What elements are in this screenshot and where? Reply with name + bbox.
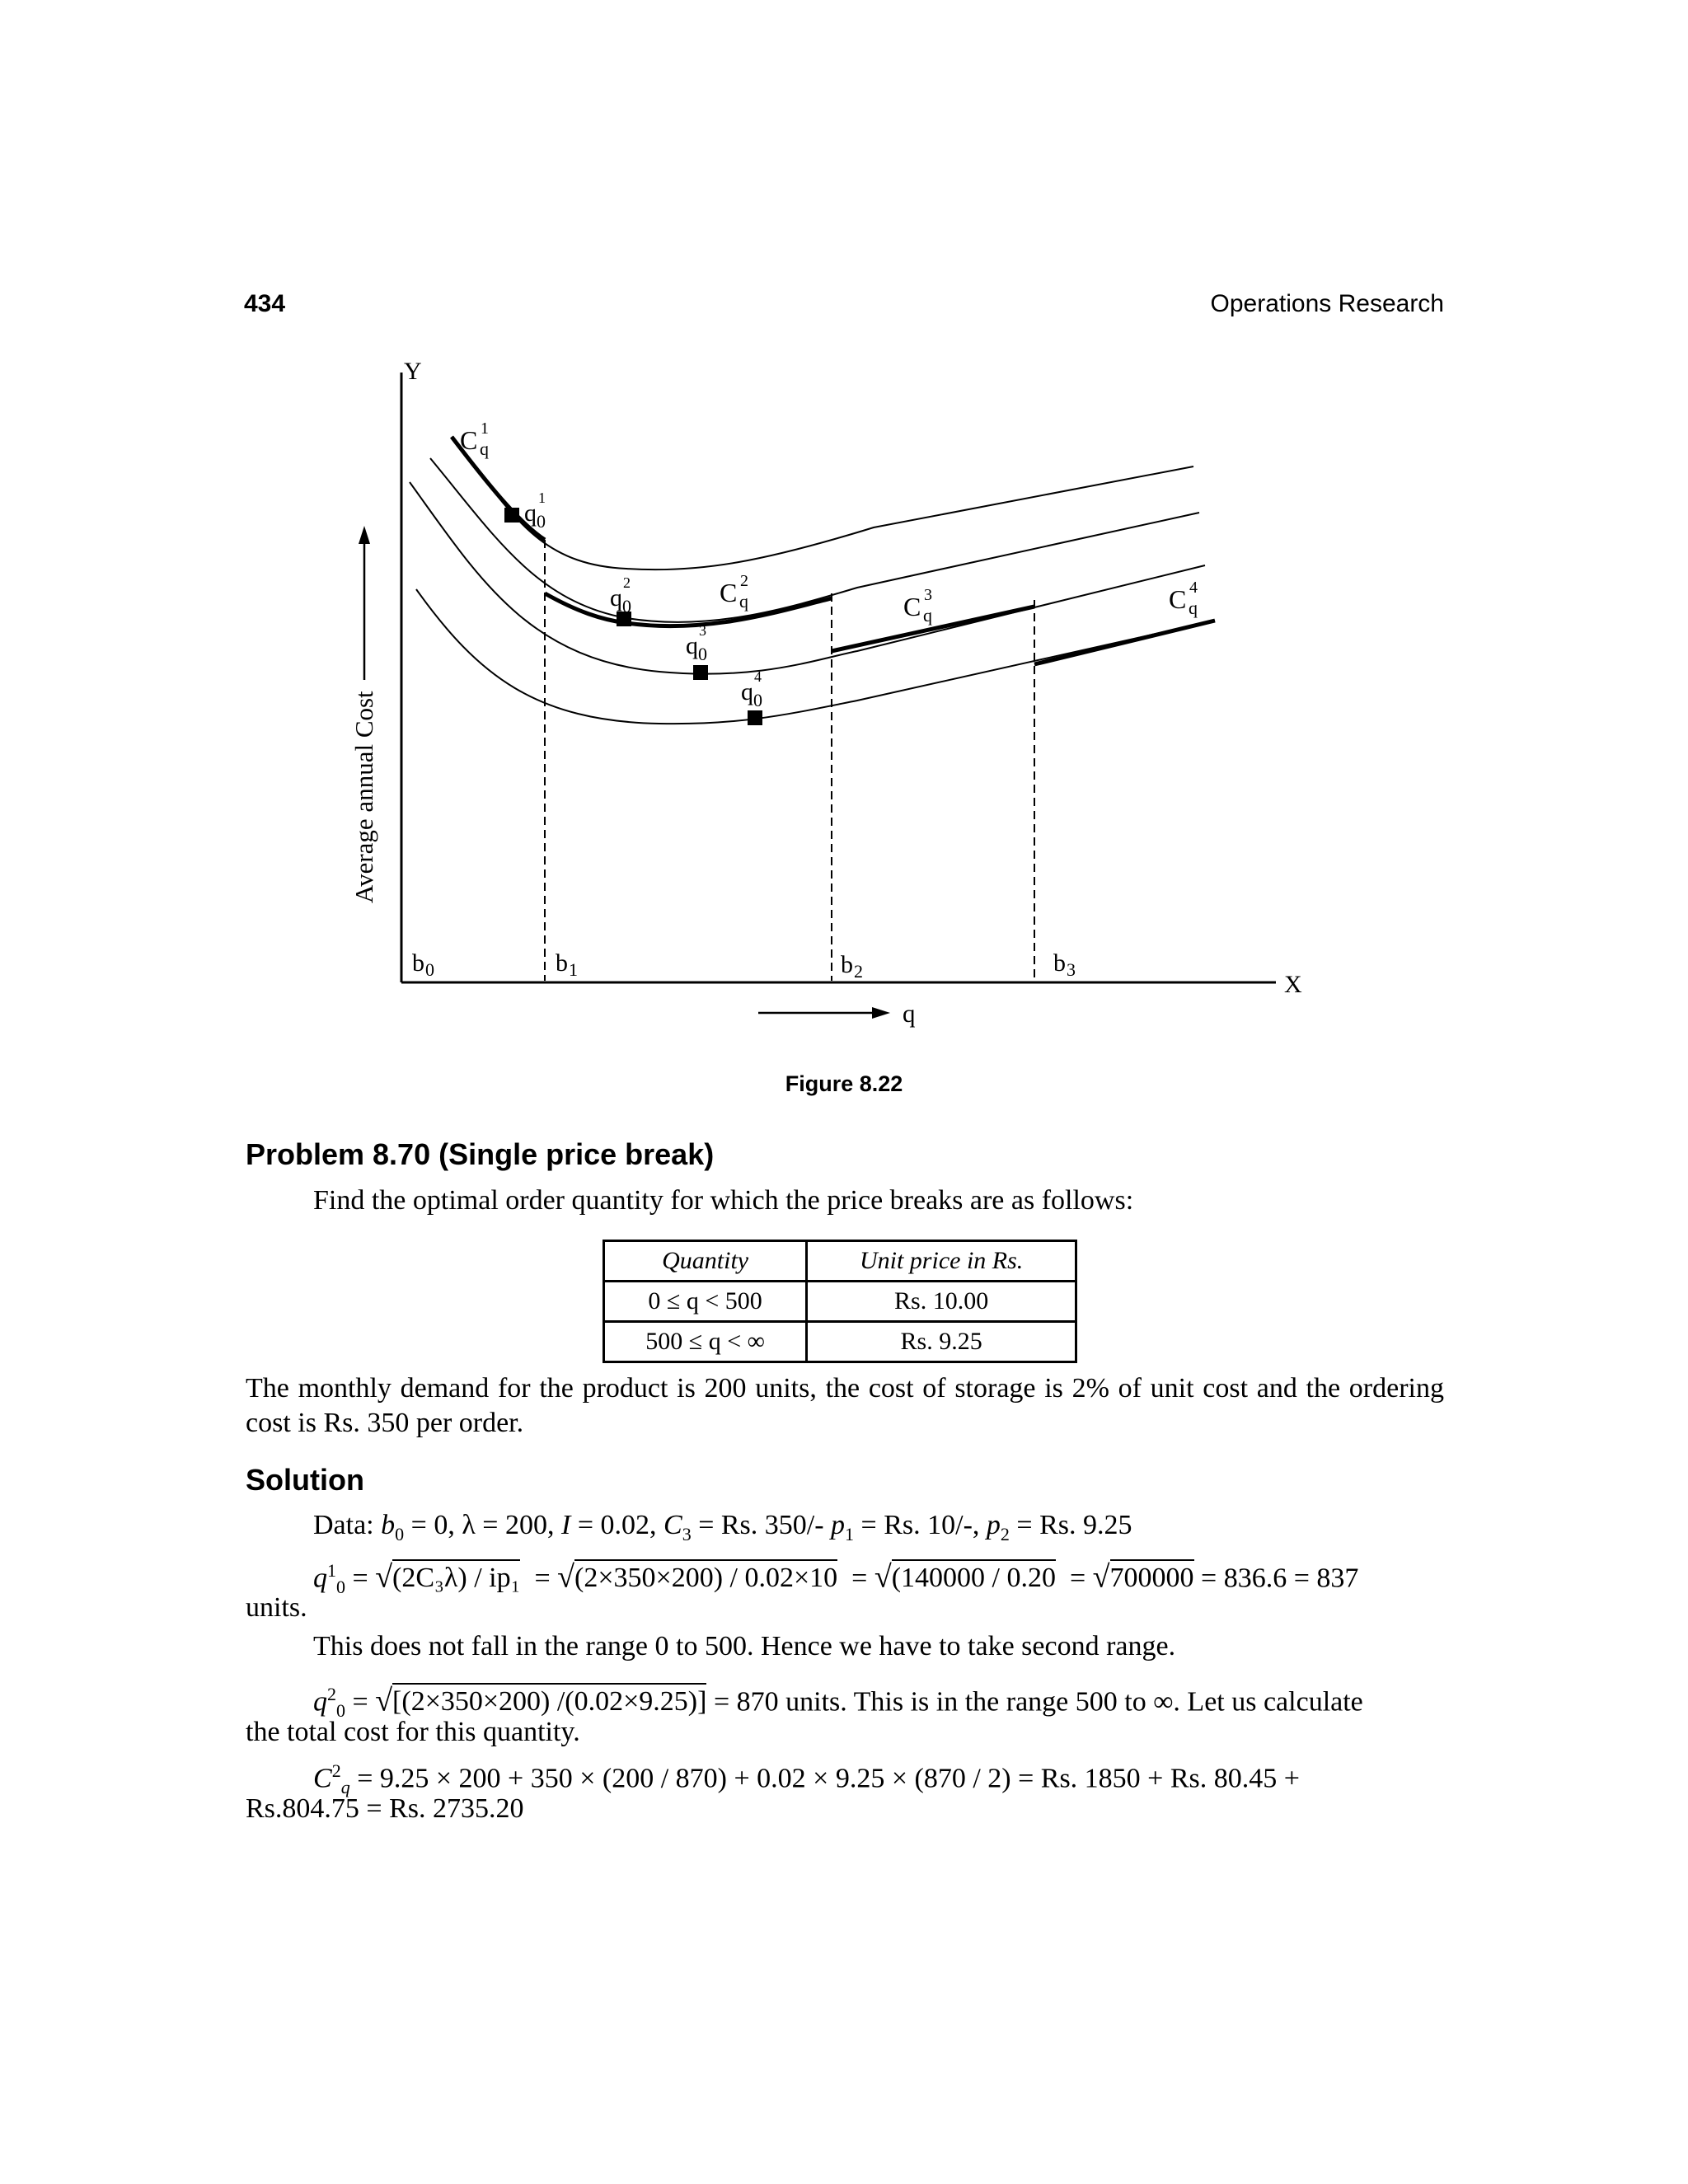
svg-text:1: 1 — [481, 419, 489, 438]
curve-label-c4 — [1169, 579, 1198, 618]
svg-text:q: q — [524, 499, 537, 527]
svg-text:q: q — [923, 605, 932, 626]
svg-text:q: q — [741, 678, 753, 705]
y-axis-title: Average annual Cost — [349, 691, 378, 903]
point-label-q0-2 — [610, 574, 631, 616]
q2-continuation: the total cost for this quantity. — [246, 1717, 580, 1747]
svg-text:0: 0 — [622, 596, 631, 616]
y-axis-letter: Y — [404, 358, 422, 385]
svg-text:0: 0 — [425, 959, 434, 980]
running-head: Operations Research — [1210, 290, 1444, 317]
solution-heading: Solution — [246, 1463, 364, 1497]
svg-text:b: b — [841, 951, 853, 978]
svg-text:q: q — [1189, 598, 1198, 618]
svg-text:b: b — [1053, 949, 1066, 977]
table-header-row — [604, 1241, 1076, 1282]
curve-c4 — [416, 589, 1215, 724]
y-axis-title-group — [349, 526, 378, 903]
table-header-unit-price: Unit price in Rs. — [807, 1241, 1076, 1282]
range-note: This does not fall in the range 0 to 500. Hence we have to take second range. — [313, 1631, 1176, 1661]
svg-text:3: 3 — [699, 622, 706, 639]
break-label-b0 — [412, 949, 434, 980]
table-cell-range: 500 ≤ q < ∞ — [604, 1322, 807, 1362]
point-label-q0-4 — [741, 668, 762, 710]
figure-caption: Figure 8.22 — [785, 1071, 903, 1096]
svg-text:C: C — [720, 578, 738, 607]
curve-label-c1 — [460, 419, 489, 459]
point-label-q0-3 — [686, 622, 707, 664]
table-cell-price: Rs. 9.25 — [807, 1322, 1076, 1362]
curve-c1 — [452, 437, 1193, 569]
point-q0-4 — [748, 710, 762, 725]
q1-equation: $q^1_0 = √(2C_3\lambda) / ip_1 = √(2\times 350\times 200) / 0.02\times 10 = √(140000 / 0.20 = √700000 = 836.6 = 837$ — [313, 1559, 1359, 1598]
svg-text:0: 0 — [753, 690, 762, 710]
svg-text:3: 3 — [1067, 959, 1076, 980]
break-label-b1 — [556, 949, 578, 980]
page-number: 434 — [244, 290, 286, 317]
point-q0-1 — [504, 508, 519, 523]
units-word: units. — [246, 1592, 307, 1623]
svg-text:0: 0 — [537, 511, 546, 532]
point-q0-3 — [693, 665, 708, 680]
svg-text:0: 0 — [698, 644, 707, 664]
svg-text:1: 1 — [569, 959, 578, 980]
svg-text:4: 4 — [1189, 579, 1198, 597]
price-break-table — [603, 1240, 1077, 1363]
svg-text:b: b — [412, 949, 424, 977]
q2-equation: $q^2_0 = √[(2\times 350\times 200) /(0.02\times 9.25)] = 870$ units. This is in the range 500 to ∞. Let us calculate — [313, 1683, 1363, 1722]
x-axis-letter: X — [1284, 971, 1302, 998]
svg-text:C: C — [460, 425, 478, 455]
table-cell-range: 0 ≤ q < 500 — [604, 1282, 807, 1322]
curve-label-c3 — [903, 586, 932, 626]
table-header-quantity: Quantity — [604, 1241, 807, 1282]
svg-text:q: q — [610, 584, 622, 612]
table-cell-price: Rs. 10.00 — [807, 1282, 1076, 1322]
svg-text:C: C — [1169, 584, 1187, 614]
svg-text:q: q — [480, 438, 489, 459]
solution-data-line: Data: $b_0 = 0$, λ = 200, I = 0.02, $C_3 = Rs$. 350/- $p_1 = Rs$. 10/-, $p_2 = Rs$. 9.25 — [313, 1510, 1132, 1544]
total-cost-equation: $C^2_q = 9.25 \times 200 + 350 \times (200 / 870) + 0.02 \times 9.25 \times (870 / 2) = Rs$. 1850 + Rs. 80.45 + — [313, 1760, 1300, 1798]
svg-text:C: C — [903, 592, 921, 621]
problem-heading: Problem 8.70 (Single price break) — [246, 1137, 715, 1171]
problem-intro: Find the optimal order quantity for which the price breaks are as follows: — [313, 1185, 1134, 1216]
svg-text:3: 3 — [924, 586, 932, 604]
svg-text:b: b — [556, 949, 568, 977]
svg-text:q: q — [686, 632, 698, 659]
break-label-b3 — [1053, 949, 1076, 980]
svg-text:2: 2 — [854, 961, 863, 982]
svg-text:2: 2 — [623, 574, 631, 591]
problem-body: The monthly demand for the product is 200 units, the cost of storage is 2% of unit cost and the ordering cost is Rs. 350 per order. — [246, 1373, 1444, 1438]
cost-curves-figure — [0, 0, 1688, 1088]
curve-label-c2 — [720, 572, 748, 612]
x-axis-var: q — [903, 999, 916, 1028]
point-label-q0-1 — [524, 490, 546, 532]
break-label-b2 — [841, 951, 863, 982]
table-row — [604, 1282, 1076, 1322]
x-axis-direction — [758, 999, 916, 1028]
total-cost-result: Rs.804.75 = Rs. 2735.20 — [246, 1793, 524, 1824]
svg-text:1: 1 — [538, 490, 546, 506]
svg-text:q: q — [739, 591, 748, 612]
table-row — [604, 1322, 1076, 1362]
svg-text:4: 4 — [754, 668, 762, 685]
svg-text:2: 2 — [740, 572, 748, 590]
